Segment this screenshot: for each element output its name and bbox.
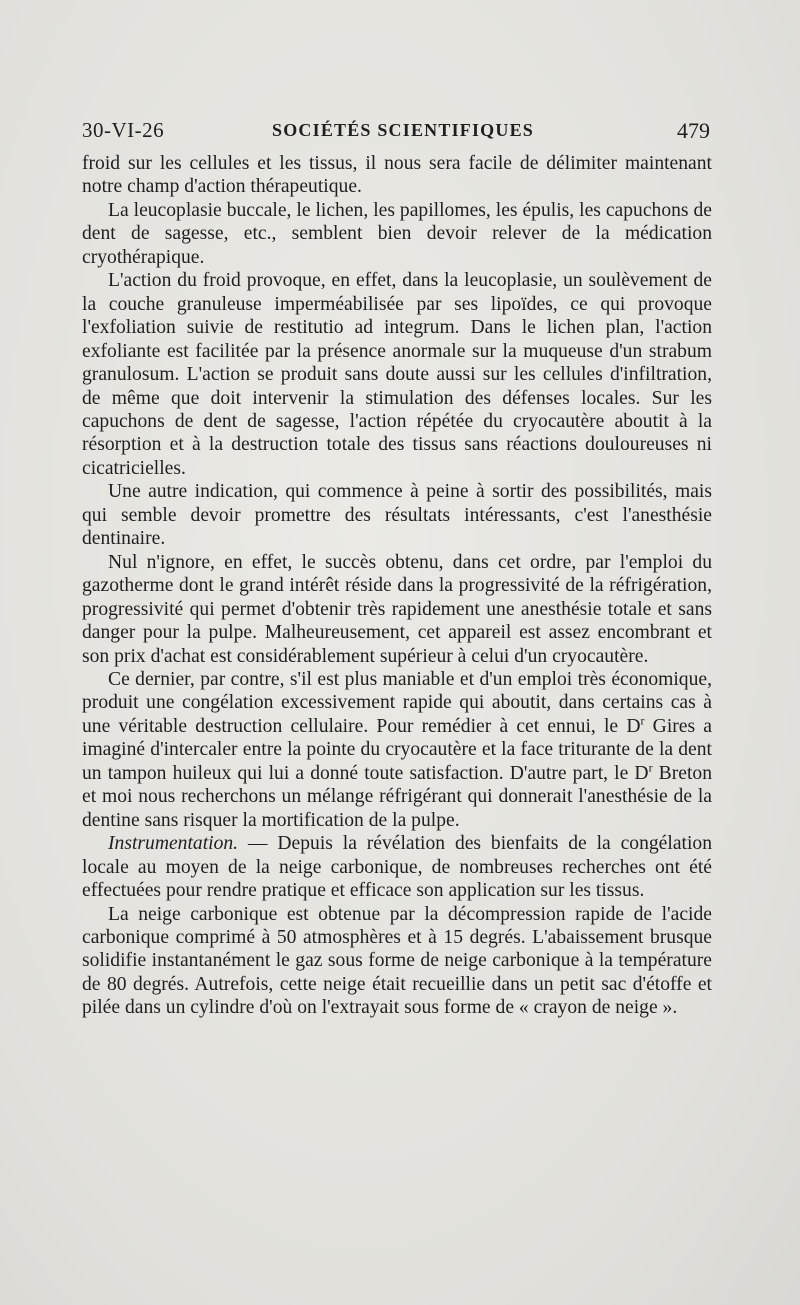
body-text xyxy=(82,152,712,1020)
paragraph-cryocautere: Ce dernier, par contre, s'il est plus maniable et d'un emploi très économique, produit une congélation excessivement rapide qui aboutit, dans certains cas à une véritable destruction cellulaire. Pour remédier à cet ennui, le $D^r$ Gires a imaginé d'intercaler entre la pointe du cryocautère et la face triturante de la dent un tampon huileux qui lui a donné toute satisfaction. D'autre part, le $D^r$ Breton et moi nous recherchons un mélange réfrigérant qui donnerait l'anesthésie de la dentine sans risquer la mortification de la pulpe. xyxy=(82,668,712,831)
running-header xyxy=(82,112,712,152)
paragraph-anesthesie: Une autre indication, qui commence à peine à sortir des possibilités, mais qui semble devoir promettre des résultats intéressants, c'est l'anesthésie dentinaire. xyxy=(82,481,712,550)
instrumentation-text: — Depuis la révélation des bienfaits de la congélation locale au moyen de la neige carbonique, de nombreuses recherches ont été effectuées pour rendre pratique et efficace son application sur les tissus. xyxy=(82,833,712,902)
paragraph-gazotherme: Nul n'ignore, en effet, le succès obtenu, dans cet ordre, par l'emploi du gazotherme dont le grand intérêt réside dans la progressivité de la réfrigération, progressivité qui permet d'obtenir très rapidement une anesthésie totale et sans danger pour la pulpe. Malheureusement, cet appareil est assez encombrant et son prix d'achat est considérablement supérieur à celui d'un cryocautère. xyxy=(82,551,712,667)
paragraph-continuation: froid sur les cellules et les tissus, il nous sera facile de délimiter maintenant notre champ d'action thérapeutique. xyxy=(82,153,712,198)
header-section-title: SOCIÉTÉS SCIENTIFIQUES xyxy=(272,120,534,140)
paragraph-neige-carbonique: La neige carbonique est obtenue par la décompression rapide de l'acide carbonique comprimé à 50 atmosphères et à 15 degrés. L'abaissement brusque solidifie instantanément le gaz sous forme de neige carbonique à la température de 80 degrés. Autrefois, cette neige était recueillie dans un petit sac d'étoffe et pilée dans un cylindre d'où on l'extrayait sous forme de « crayon de neige ». xyxy=(82,903,712,1019)
paragraph-instrumentation xyxy=(82,832,712,902)
doctor-abbrev-superscript: r xyxy=(640,713,645,728)
paragraph-indications: La leucoplasie buccale, le lichen, les papillomes, les épulis, les capuchons de dent de sagesse, etc., semblent bien devoir relever de la médication cryothérapique. xyxy=(82,199,712,268)
section-lead-instrumentation: Instrumentation. xyxy=(108,833,239,855)
page-number: 479 xyxy=(677,118,710,143)
paragraph-action-du-froid: L'action du froid provoque, en effet, dans la leucoplasie, un soulèvement de la couche granuleuse imperméabilisée par ses lipoïdes, ce qui provoque l'exfoliation suivie de restitutio ad integrum. Dans le lichen plan, l'action exfoliante est facilitée par la présence anormale sur la muqueuse d'un strabum granulosum. L'action se produit sans doute aussi sur les cellules d'infiltration, de même que doit intervenir la stimulation des défenses locales. Sur les capuchons de dent de sagesse, l'action répétée du cryocautère aboutit à la résorption et à la destruction totale des tissus sans réactions douloureuses ni cicatricielles. xyxy=(82,270,712,479)
header-date: 30-VI-26 xyxy=(82,118,165,142)
doctor-abbrev-superscript: r xyxy=(648,760,653,775)
